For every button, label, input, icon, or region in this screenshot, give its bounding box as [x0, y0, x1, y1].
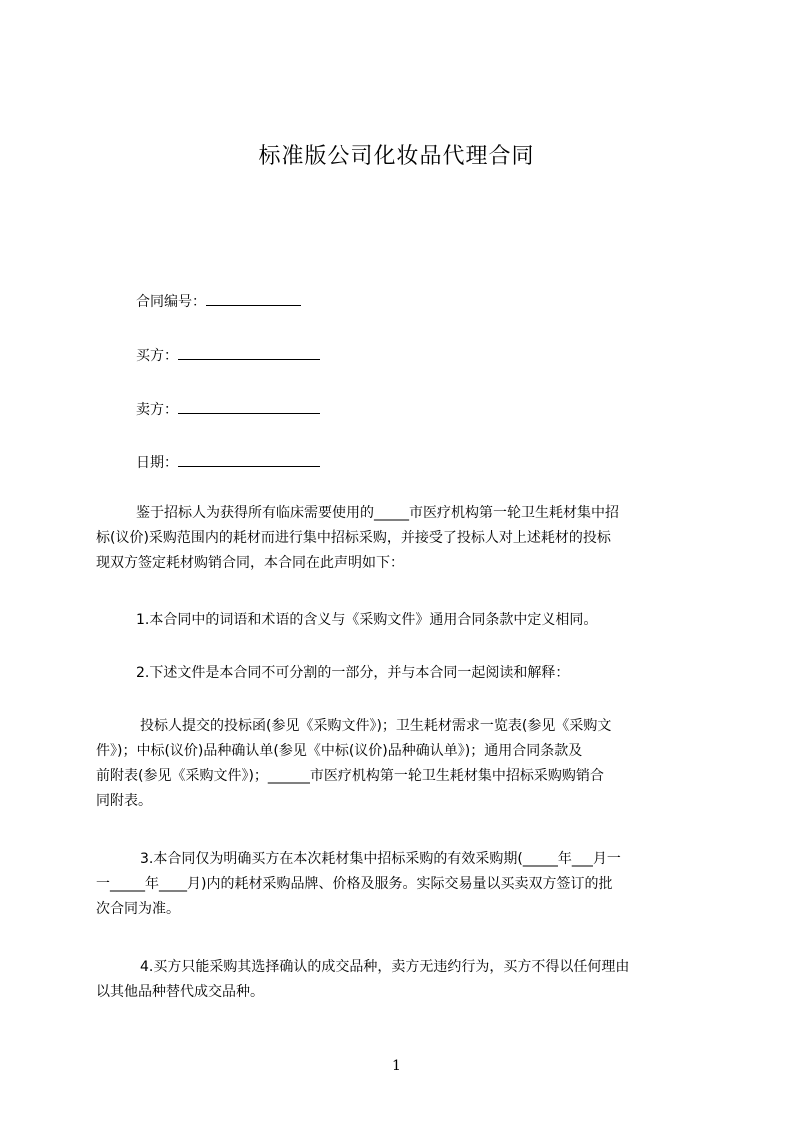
seller-blank	[178, 399, 320, 414]
clause-4-line: 4.买方只能采购其选择确认的成交品种，卖方无违约行为，买方不得以任何理由	[140, 959, 630, 975]
clause-4-line: 以其他品种替代成交品种。	[96, 984, 264, 1000]
clause-1: 1.本合同中的词语和术语的含义与《采购文件》通用合同条款中定义相同。	[136, 612, 598, 628]
contract-number-field	[136, 291, 301, 312]
document-title: 标准版公司化妆品代理合同	[258, 144, 535, 169]
buyer-field	[136, 345, 320, 366]
buyer-label: 买方：	[136, 348, 178, 364]
contract-number-label: 合同编号：	[136, 294, 206, 310]
clause-3	[96, 847, 700, 922]
clause-2: 2.下述文件是本合同不可分割的一部分，并与本合同一起阅读和解释：	[136, 665, 570, 681]
date-field	[136, 452, 320, 473]
date-blank	[178, 452, 320, 467]
clause-3-line: 次合同为准。	[96, 901, 180, 917]
page-number: 1	[392, 1058, 401, 1074]
intro-line: 鉴于招标人为获得所有临床需要使用的_____市医疗机构第一轮卫生耗材集中招	[136, 505, 619, 521]
buyer-blank	[178, 345, 320, 360]
intro-paragraph	[96, 501, 700, 576]
date-label: 日期：	[136, 455, 178, 471]
documents-paragraph	[96, 714, 700, 814]
clause-3-line: 3.本合同仅为明确买方在本次耗材集中招标采购的有效采购期(_____年___月一	[140, 851, 621, 867]
clause-4	[96, 955, 700, 1005]
documents-line: 同附表。	[96, 793, 152, 809]
documents-line: 件》)；中标(议价)品种确认单(参见《中标(议价)品种确认单》)；通用合同条款及	[96, 743, 583, 759]
documents-line: 前附表(参见《采购文件》)；______市医疗机构第一轮卫生耗材集中招标采购购销合	[96, 768, 604, 784]
contract-number-blank	[206, 291, 301, 306]
seller-field	[136, 399, 320, 420]
intro-line: 标(议价)采购范围内的耗材而进行集中招标采购，并接受了投标人对上述耗材的投标	[96, 530, 611, 546]
documents-line: 投标人提交的投标函(参见《采购文件》)；卫生耗材需求一览表(参见《采购文	[140, 718, 612, 734]
seller-label: 卖方：	[136, 402, 178, 418]
intro-line: 现双方签定耗材购销合同，本合同在此声明如下：	[96, 555, 404, 571]
clause-3-line: 一_____年____月)内的耗材采购品牌、价格及服务。实际交易量以买卖双方签订的批	[96, 876, 613, 892]
